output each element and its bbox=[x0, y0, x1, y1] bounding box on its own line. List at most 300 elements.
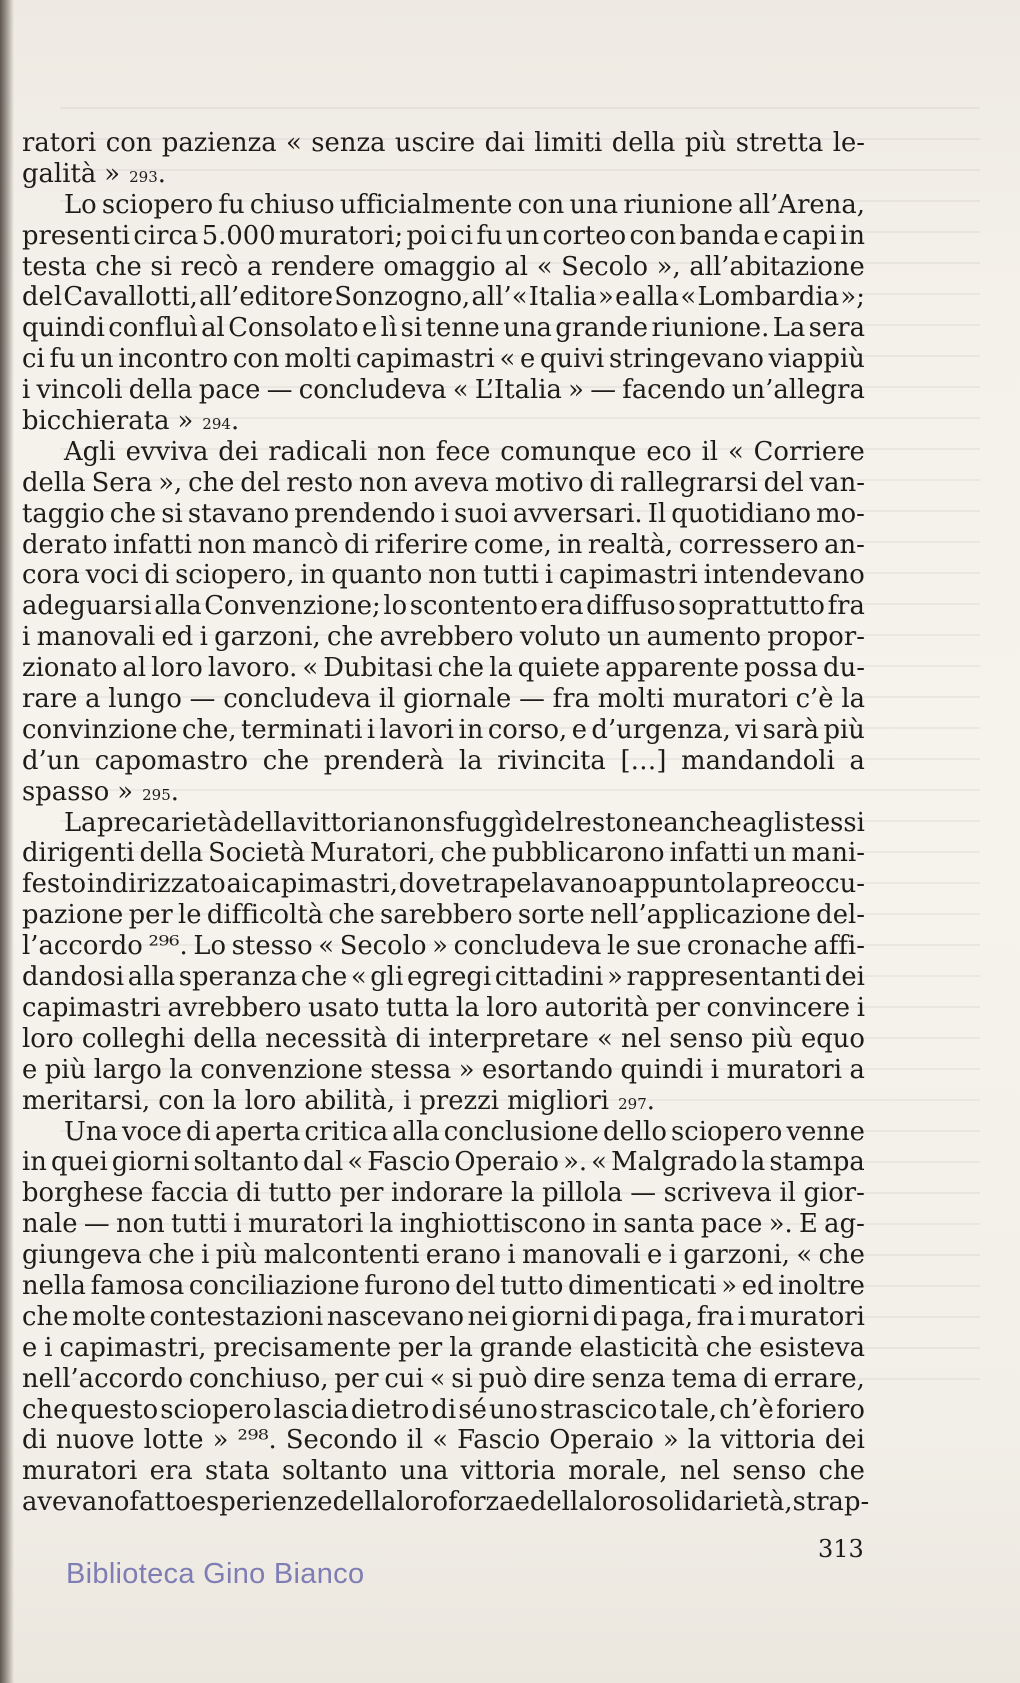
word: scontento bbox=[409, 591, 538, 622]
word: al bbox=[201, 313, 225, 344]
word: di bbox=[592, 1301, 618, 1332]
word: derato bbox=[22, 529, 108, 560]
word: ch’è bbox=[719, 1394, 774, 1425]
word: un bbox=[505, 220, 540, 251]
word: soltanto bbox=[282, 1456, 388, 1487]
word: » bbox=[104, 158, 121, 189]
word: i bbox=[201, 1240, 210, 1271]
word: d’un bbox=[22, 745, 81, 776]
word: senza bbox=[311, 128, 386, 158]
word: pazione bbox=[22, 900, 124, 931]
word: sorte bbox=[517, 900, 585, 931]
word: capimastri, bbox=[250, 869, 398, 900]
word: del bbox=[763, 467, 804, 498]
word: Italia bbox=[528, 282, 597, 313]
page-number: 313 bbox=[818, 1535, 864, 1563]
word: garzoni, bbox=[214, 622, 321, 653]
word: e bbox=[647, 1240, 663, 1271]
word: molti bbox=[284, 344, 352, 375]
word: dirigenti bbox=[22, 838, 135, 869]
word: all’« bbox=[471, 282, 528, 313]
text-line bbox=[22, 591, 865, 622]
word: evviva bbox=[125, 436, 209, 467]
text-line: meritarsi, con la loro abilità, i prezzi migliori 297 . bbox=[22, 1085, 655, 1116]
word: al bbox=[122, 653, 147, 684]
word: quotidiano bbox=[671, 498, 812, 529]
word: molti bbox=[597, 684, 665, 715]
word: muratori bbox=[672, 684, 788, 715]
word: vittoria bbox=[297, 807, 393, 838]
word: più bbox=[215, 1240, 258, 1271]
word: e bbox=[22, 1054, 38, 1085]
word: convenzione bbox=[200, 1054, 363, 1085]
word: dei bbox=[824, 962, 865, 993]
word: Lombardia bbox=[697, 282, 840, 313]
text-line bbox=[22, 1364, 865, 1395]
word: i bbox=[544, 560, 554, 591]
word: poi bbox=[406, 220, 447, 251]
text-line bbox=[22, 1333, 865, 1364]
footnote-punctuation: . bbox=[646, 1085, 655, 1116]
text-line: bicchierata » 294 . bbox=[22, 406, 240, 437]
text-line bbox=[22, 1117, 865, 1148]
word: loro bbox=[151, 653, 203, 684]
word: « bbox=[597, 1023, 613, 1054]
text-line bbox=[22, 931, 865, 962]
word: tutto bbox=[500, 1270, 564, 1301]
word: della bbox=[22, 467, 86, 498]
word: sé bbox=[458, 1394, 487, 1425]
word: grande bbox=[479, 1332, 573, 1363]
word: borghese bbox=[22, 1178, 144, 1209]
text-line bbox=[22, 344, 865, 375]
word: inghiottiscono bbox=[399, 1209, 586, 1240]
word: Società bbox=[208, 838, 306, 869]
word: ci bbox=[450, 220, 473, 251]
word: una bbox=[569, 189, 619, 220]
word: Operaio bbox=[454, 1147, 559, 1178]
word: lungo bbox=[108, 684, 182, 715]
word: fatto bbox=[129, 1487, 191, 1518]
footnote-punctuation: . bbox=[230, 406, 240, 437]
word: Convenzione; bbox=[204, 591, 381, 622]
word: muratori; bbox=[279, 220, 404, 251]
text-line bbox=[22, 1487, 870, 1518]
word: Fascio bbox=[367, 1147, 451, 1178]
text-line bbox=[22, 1240, 865, 1271]
word: fra bbox=[827, 591, 865, 622]
word: comunque bbox=[500, 436, 637, 467]
word: a bbox=[849, 745, 865, 776]
text-line bbox=[22, 1055, 865, 1086]
word: i bbox=[233, 1209, 242, 1240]
text-line bbox=[22, 993, 865, 1024]
word: della bbox=[332, 1487, 397, 1518]
word: erano bbox=[425, 1240, 501, 1271]
word: testa bbox=[22, 251, 87, 282]
word: giornale bbox=[403, 684, 512, 715]
word: quei bbox=[50, 1147, 108, 1178]
word: suoi bbox=[454, 498, 508, 529]
word: scriveva bbox=[663, 1178, 772, 1209]
word: cora bbox=[22, 560, 80, 591]
word: terminati bbox=[241, 714, 363, 745]
text-line bbox=[22, 1209, 865, 1240]
word: della bbox=[233, 807, 297, 838]
word: di bbox=[186, 1116, 211, 1147]
word: uno bbox=[489, 1394, 538, 1425]
word: lavoro. bbox=[207, 653, 298, 684]
word: una bbox=[399, 1456, 449, 1487]
word: incontro bbox=[118, 344, 229, 375]
word: riferire bbox=[374, 529, 469, 560]
word: morale, bbox=[568, 1456, 668, 1487]
word: che bbox=[326, 622, 374, 653]
word: » bbox=[598, 282, 614, 313]
word: Corriere bbox=[753, 436, 865, 467]
word: che bbox=[22, 1394, 69, 1425]
word: « bbox=[318, 931, 335, 962]
word: « bbox=[286, 128, 302, 158]
word: stringevano bbox=[609, 344, 764, 375]
word: quanto bbox=[331, 560, 423, 591]
footnote-punctuation: . bbox=[170, 776, 180, 807]
word: i bbox=[366, 714, 376, 745]
word: prezzi bbox=[419, 1085, 500, 1116]
word: e bbox=[22, 1332, 38, 1363]
word: la bbox=[212, 1085, 237, 1116]
word: giorni bbox=[511, 1301, 590, 1332]
word: della bbox=[529, 1487, 594, 1518]
word: ci bbox=[22, 344, 45, 375]
word: tale, bbox=[659, 1394, 718, 1425]
word: aumento bbox=[646, 622, 762, 653]
word: dei bbox=[824, 1425, 865, 1456]
word: strap- bbox=[792, 1487, 870, 1518]
word: malcontenti bbox=[263, 1240, 420, 1271]
word: in bbox=[840, 220, 865, 251]
text-line bbox=[22, 962, 865, 993]
text-line bbox=[22, 838, 865, 869]
word: il bbox=[378, 684, 396, 715]
word: dimenticati bbox=[568, 1270, 717, 1301]
word: tutta bbox=[385, 992, 450, 1023]
word: dandosi bbox=[22, 962, 125, 993]
word: di bbox=[144, 560, 170, 591]
word: » bbox=[662, 1425, 679, 1456]
word: giungeva bbox=[22, 1240, 142, 1271]
word: di bbox=[22, 1425, 47, 1456]
word: un bbox=[80, 344, 114, 375]
word: interpretare bbox=[428, 1023, 589, 1054]
word: di bbox=[589, 467, 615, 498]
word: uscire bbox=[394, 128, 476, 158]
word: i bbox=[710, 1054, 720, 1085]
word: resto bbox=[564, 807, 632, 838]
word: il bbox=[406, 1425, 424, 1456]
word: Lo bbox=[193, 931, 227, 962]
word: confluì bbox=[108, 313, 198, 344]
word: stretta bbox=[735, 128, 824, 158]
word: sarà bbox=[762, 714, 820, 745]
word: Cavallotti, bbox=[63, 282, 198, 313]
word: tutti bbox=[482, 560, 539, 591]
library-watermark: Biblioteca Gino Bianco bbox=[66, 1558, 365, 1590]
word: i bbox=[199, 622, 208, 653]
word: all’abitazione bbox=[689, 251, 865, 282]
word: era bbox=[540, 591, 584, 622]
word: « bbox=[432, 1425, 449, 1456]
text-line bbox=[22, 468, 865, 499]
word: una bbox=[503, 313, 552, 344]
word: più bbox=[751, 1023, 793, 1054]
word: senza bbox=[591, 1363, 666, 1394]
word: l’accordo bbox=[22, 931, 143, 962]
word: non bbox=[393, 807, 442, 838]
word: non bbox=[377, 436, 426, 467]
word: nuove bbox=[55, 1425, 135, 1456]
word: foriero bbox=[775, 1394, 865, 1425]
word: inoltre bbox=[778, 1270, 865, 1301]
word: vittoria bbox=[460, 1456, 556, 1487]
word: la bbox=[489, 653, 513, 684]
word: loro bbox=[593, 1487, 646, 1518]
word: recò bbox=[180, 251, 239, 282]
word: la bbox=[169, 1054, 193, 1085]
text-line bbox=[22, 128, 865, 159]
word: alla bbox=[392, 1116, 440, 1147]
word: Sonzogno, bbox=[334, 282, 471, 313]
word: avversari. bbox=[512, 498, 643, 529]
word: Il bbox=[647, 498, 667, 529]
word: 5.000 bbox=[201, 220, 276, 251]
word: », bbox=[158, 467, 183, 498]
word: che bbox=[262, 745, 310, 776]
word: omaggio bbox=[383, 251, 496, 282]
word: all’editore bbox=[199, 282, 333, 313]
word: ed bbox=[741, 1270, 774, 1301]
text-line bbox=[22, 437, 865, 468]
word: difficoltà bbox=[206, 900, 324, 931]
word: circa bbox=[133, 220, 199, 251]
word: » bbox=[458, 1054, 475, 1085]
word: nel bbox=[620, 1023, 662, 1054]
word: tutto bbox=[268, 1178, 332, 1209]
word: all’Arena, bbox=[738, 189, 865, 220]
word: un’allegra bbox=[731, 375, 865, 406]
word: « bbox=[499, 344, 516, 375]
text-line bbox=[22, 530, 865, 561]
word: voluto bbox=[519, 622, 601, 653]
word: presenti bbox=[22, 220, 131, 251]
word: alla bbox=[154, 591, 202, 622]
word: mo- bbox=[816, 498, 865, 529]
word: dal bbox=[303, 1147, 344, 1178]
word: manovali bbox=[522, 1240, 641, 1271]
word: alla bbox=[127, 962, 176, 993]
word: sfuggì bbox=[442, 807, 524, 838]
word: affi- bbox=[813, 931, 865, 962]
word: « bbox=[536, 251, 553, 282]
word: un bbox=[753, 838, 787, 869]
word: in bbox=[557, 529, 583, 560]
word: capomastro bbox=[94, 745, 249, 776]
word: Malgrado bbox=[611, 1147, 738, 1178]
word: galità bbox=[22, 158, 97, 189]
word: di bbox=[344, 529, 369, 560]
text-line bbox=[22, 1395, 865, 1426]
word: con bbox=[158, 1085, 205, 1116]
word: festo bbox=[22, 869, 87, 900]
text-line bbox=[22, 1178, 865, 1209]
word: ai bbox=[226, 869, 251, 900]
text-line bbox=[22, 653, 865, 684]
text-line bbox=[22, 190, 865, 221]
word: giorni bbox=[111, 1147, 190, 1178]
word: Secondo bbox=[285, 1425, 398, 1456]
word: del bbox=[240, 467, 281, 498]
text-line bbox=[22, 499, 865, 530]
word: Lo bbox=[64, 189, 97, 220]
word: sciopero bbox=[101, 189, 214, 220]
word: Muratori, bbox=[310, 838, 436, 869]
word: ». bbox=[768, 1209, 793, 1240]
word: Agli bbox=[64, 436, 116, 467]
word: preoccu- bbox=[750, 869, 865, 900]
word: infatti bbox=[669, 838, 749, 869]
word: le bbox=[178, 900, 202, 931]
word: pace bbox=[700, 1209, 763, 1240]
word: in bbox=[300, 560, 326, 591]
word: capi bbox=[782, 220, 837, 251]
word: i bbox=[22, 622, 31, 653]
text-line bbox=[22, 221, 865, 252]
word: le- bbox=[832, 128, 865, 158]
word: indirizzato bbox=[86, 869, 226, 900]
word: famosa bbox=[90, 1270, 185, 1301]
word: i bbox=[668, 1240, 678, 1271]
word: a bbox=[246, 251, 263, 282]
word: al bbox=[504, 251, 529, 282]
word: » bbox=[721, 1270, 737, 1301]
word: loro bbox=[22, 1023, 74, 1054]
word: Dubitasi bbox=[323, 653, 433, 684]
word: ²⁹⁸. bbox=[237, 1425, 277, 1456]
word: e bbox=[571, 714, 587, 745]
word: la bbox=[841, 684, 865, 715]
word: il bbox=[701, 436, 719, 467]
word: voci bbox=[85, 560, 139, 591]
word: stessi bbox=[791, 807, 865, 838]
word: cui bbox=[384, 1363, 424, 1394]
text-line bbox=[22, 1271, 865, 1302]
word: venne bbox=[786, 1116, 865, 1147]
word: colleghi bbox=[81, 1023, 186, 1054]
text-line bbox=[22, 560, 865, 591]
word: la bbox=[726, 869, 751, 900]
word: come, bbox=[473, 529, 552, 560]
word: du- bbox=[823, 653, 865, 684]
word: a bbox=[849, 1054, 865, 1085]
word: corressero bbox=[678, 529, 819, 560]
word: resto bbox=[286, 467, 354, 498]
text-line bbox=[22, 252, 865, 283]
word: avrebbero bbox=[167, 992, 302, 1023]
word: » bbox=[212, 1425, 229, 1456]
word: la bbox=[458, 745, 483, 776]
word: i bbox=[737, 1301, 746, 1332]
word: e bbox=[514, 1487, 530, 1518]
word: « bbox=[727, 436, 744, 467]
word: nei bbox=[467, 1301, 508, 1332]
word: garzoni, bbox=[683, 1240, 790, 1271]
word: con bbox=[105, 128, 153, 158]
word: « bbox=[302, 653, 319, 684]
word: con bbox=[232, 344, 280, 375]
word: a bbox=[85, 684, 101, 715]
word: dove bbox=[398, 869, 461, 900]
word: del- bbox=[816, 900, 865, 931]
text-line bbox=[22, 1147, 865, 1178]
word: la bbox=[687, 1425, 712, 1456]
text-line bbox=[22, 313, 865, 344]
word: i bbox=[440, 498, 449, 529]
word: sarebbero bbox=[380, 900, 513, 931]
word: quiete bbox=[517, 653, 601, 684]
word: paga, bbox=[621, 1301, 694, 1332]
word: della bbox=[193, 1023, 258, 1054]
word: corso, bbox=[487, 714, 568, 745]
text-line bbox=[22, 869, 865, 900]
word: fu bbox=[218, 189, 245, 220]
word: stavano bbox=[187, 498, 290, 529]
word: vincoli bbox=[36, 375, 123, 406]
word: non bbox=[428, 560, 478, 591]
word: stata bbox=[204, 1456, 270, 1487]
word: dello bbox=[602, 1116, 667, 1147]
word: non bbox=[197, 529, 247, 560]
word: » bbox=[568, 375, 584, 406]
word: il bbox=[779, 1178, 796, 1209]
word: dire bbox=[533, 1363, 586, 1394]
word: e bbox=[763, 220, 779, 251]
word: forza bbox=[448, 1487, 515, 1518]
word: Secolo bbox=[561, 251, 648, 282]
word: nascevano bbox=[326, 1301, 465, 1332]
word: voce bbox=[121, 1116, 182, 1147]
word: loro bbox=[396, 1487, 449, 1518]
word: che bbox=[148, 1240, 195, 1271]
word: ²⁹⁶. bbox=[148, 931, 188, 962]
word: banda bbox=[679, 220, 761, 251]
word: non bbox=[358, 467, 408, 498]
word: indorare bbox=[391, 1178, 504, 1209]
word: vittoria bbox=[720, 1425, 816, 1456]
word: per bbox=[655, 992, 700, 1023]
word: prendendo bbox=[294, 498, 436, 529]
word: lotte bbox=[143, 1425, 204, 1456]
word: più bbox=[684, 128, 727, 158]
word: esisteva bbox=[759, 1332, 865, 1363]
word: sciopero, bbox=[175, 560, 295, 591]
word: in bbox=[458, 714, 484, 745]
word: gior- bbox=[803, 1178, 865, 1209]
word: conchiuso, bbox=[188, 1363, 329, 1394]
word: per bbox=[339, 1178, 384, 1209]
word: van- bbox=[809, 467, 865, 498]
word: la bbox=[369, 1209, 394, 1240]
word: conciliazione bbox=[188, 1270, 360, 1301]
